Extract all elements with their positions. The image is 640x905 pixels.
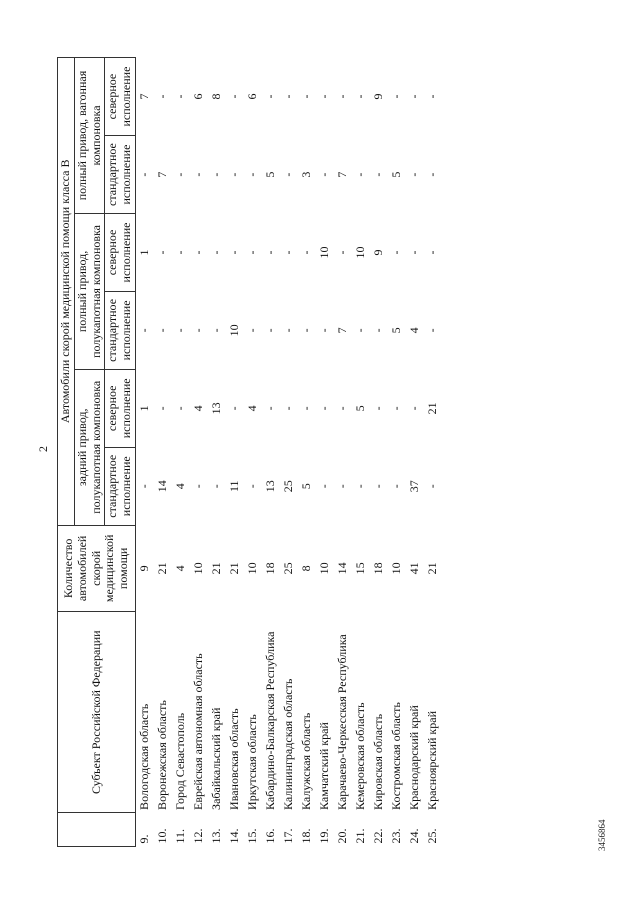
table-row	[154, 58, 172, 847]
row-subject: Кемеровская область	[353, 702, 368, 810]
row-value: -	[389, 406, 404, 411]
row-total: 21	[209, 562, 224, 575]
row-number: 15.	[245, 828, 260, 844]
table-row	[388, 58, 406, 847]
row-value: -	[137, 328, 152, 333]
row-value: -	[263, 94, 278, 99]
row-value: -	[425, 250, 440, 255]
table-body	[135, 58, 442, 847]
row-value: -	[335, 484, 350, 489]
ambulance-distribution-table	[57, 57, 442, 847]
row-value: 5	[389, 171, 404, 178]
row-number: 19.	[317, 828, 332, 844]
row-number: 17.	[281, 828, 296, 844]
row-subject: Краснодарский край	[407, 705, 422, 810]
row-value: -	[245, 172, 260, 177]
row-subject: Еврейская автономная область	[191, 653, 206, 810]
row-number: 25.	[425, 828, 440, 844]
row-subject: Кировская область	[371, 713, 386, 810]
row-subject: Ивановская область	[227, 708, 242, 810]
row-value: -	[335, 406, 350, 411]
row-value: 37	[407, 480, 422, 493]
row-value: -	[245, 250, 260, 255]
row-value: -	[425, 328, 440, 333]
row-value: 7	[137, 93, 152, 100]
row-value: 6	[245, 93, 260, 100]
row-value: -	[137, 484, 152, 489]
header-rear-half: задний привод, полукапотная компоновка	[74, 369, 105, 525]
row-value: -	[191, 172, 206, 177]
table-row	[208, 58, 226, 847]
row-value: 11	[227, 480, 242, 493]
document-id: 3456864	[597, 819, 607, 851]
row-total: 10	[245, 562, 260, 575]
row-value: 6	[191, 93, 206, 100]
row-value: -	[245, 328, 260, 333]
table-row	[244, 58, 262, 847]
row-value: -	[263, 406, 278, 411]
row-value: 5	[263, 171, 278, 178]
table-row	[135, 58, 154, 847]
row-value: -	[173, 94, 188, 99]
row-value: -	[227, 172, 242, 177]
row-value: -	[209, 172, 224, 177]
table-row	[298, 58, 316, 847]
row-value: -	[317, 484, 332, 489]
row-value: -	[173, 406, 188, 411]
row-value: 13	[209, 402, 224, 415]
table-row	[226, 58, 244, 847]
row-value: -	[299, 406, 314, 411]
row-value: -	[263, 328, 278, 333]
row-subject: Калужская область	[299, 712, 314, 810]
header-standard: стандартное исполнение	[105, 291, 136, 369]
header-subject: Субъект Российской Федерации	[58, 612, 136, 813]
row-subject: Костромская область	[389, 702, 404, 810]
header-full-van: полный привод, вагонная компоновка	[74, 58, 105, 214]
row-subject: Карачаево-Черкесская Республика	[335, 634, 350, 810]
row-value: -	[317, 328, 332, 333]
table-row	[172, 58, 190, 847]
rotated-page-content	[57, 57, 572, 847]
row-total: 15	[353, 562, 368, 575]
row-value: -	[299, 94, 314, 99]
row-value: -	[389, 250, 404, 255]
row-number: 16.	[263, 828, 278, 844]
row-value: -	[227, 94, 242, 99]
row-value: -	[407, 94, 422, 99]
row-value: -	[227, 250, 242, 255]
row-value: -	[353, 328, 368, 333]
page-number: 2	[36, 446, 50, 452]
row-total: 21	[155, 562, 170, 575]
row-total: 21	[227, 562, 242, 575]
row-value: -	[155, 94, 170, 99]
row-total: 18	[371, 562, 386, 575]
row-value: 13	[263, 480, 278, 493]
row-value: 5	[389, 327, 404, 334]
row-value: 5	[299, 483, 314, 490]
row-value: -	[209, 250, 224, 255]
header-full-half: полный привод, полукапотная компоновка	[74, 214, 105, 370]
table-row	[424, 58, 442, 847]
row-total: 41	[407, 562, 422, 575]
row-total: 10	[389, 562, 404, 575]
row-value: -	[281, 172, 296, 177]
row-subject: Камчатский край	[317, 722, 332, 810]
table-row	[406, 58, 424, 847]
row-subject: Вологодская область	[137, 703, 152, 810]
row-number: 14.	[227, 828, 242, 844]
row-value: -	[299, 328, 314, 333]
row-value: -	[209, 328, 224, 333]
row-value: -	[389, 484, 404, 489]
row-value: -	[191, 250, 206, 255]
row-value: 3	[299, 171, 314, 178]
row-value: -	[155, 328, 170, 333]
row-value: -	[371, 484, 386, 489]
row-total: 8	[299, 565, 314, 572]
table-row	[262, 58, 280, 847]
row-subject: Калининградская область	[281, 678, 296, 810]
row-subject: Красноярский край	[425, 710, 440, 810]
row-number: 20.	[335, 828, 350, 844]
row-number: 13.	[209, 828, 224, 844]
row-value: 10	[317, 246, 332, 259]
row-subject: Иркутская область	[245, 714, 260, 810]
row-value: -	[173, 328, 188, 333]
row-subject: Кабардино-Балкарская Республика	[263, 631, 278, 810]
row-total: 25	[281, 562, 296, 575]
row-total: 9	[137, 565, 152, 572]
header-standard: стандартное исполнение	[105, 136, 136, 214]
row-value: -	[317, 172, 332, 177]
row-value: -	[173, 250, 188, 255]
header-north: северное исполнение	[105, 214, 136, 292]
row-value: 25	[281, 480, 296, 493]
row-total: 18	[263, 562, 278, 575]
row-value: -	[317, 94, 332, 99]
header-class-b: Автомобили скорой медицинской помощи класса В	[58, 58, 75, 526]
header-standard: стандартное исполнение	[105, 447, 136, 525]
header-north: северное исполнение	[105, 369, 136, 447]
row-value: 10	[227, 324, 242, 337]
row-total: 14	[335, 562, 350, 575]
row-subject: Забайкальский край	[209, 707, 224, 810]
table-row	[280, 58, 298, 847]
table-row	[370, 58, 388, 847]
row-value: -	[389, 94, 404, 99]
row-value: 4	[245, 405, 260, 412]
row-value: 7	[155, 171, 170, 178]
table-row	[316, 58, 334, 847]
row-value: -	[371, 328, 386, 333]
row-value: 7	[335, 327, 350, 334]
row-value: -	[353, 94, 368, 99]
header-north: северное исполнение	[105, 58, 136, 136]
row-number: 9.	[137, 834, 152, 844]
row-value: 9	[371, 249, 386, 256]
row-value: 1	[137, 405, 152, 412]
row-value: -	[425, 94, 440, 99]
row-value: -	[281, 250, 296, 255]
header-number	[58, 813, 136, 847]
row-value: -	[353, 172, 368, 177]
row-number: 12.	[191, 828, 206, 844]
row-value: -	[371, 406, 386, 411]
table-row	[190, 58, 208, 847]
row-value: -	[191, 328, 206, 333]
row-number: 23.	[389, 828, 404, 844]
row-value: -	[137, 172, 152, 177]
row-value: -	[407, 172, 422, 177]
row-value: -	[335, 250, 350, 255]
row-value: 4	[191, 405, 206, 412]
header-total: Количество автомобилей скорой медицинской помощи	[58, 525, 136, 611]
row-total: 10	[191, 562, 206, 575]
row-value: 7	[335, 171, 350, 178]
row-value: 8	[209, 93, 224, 100]
row-value: -	[281, 406, 296, 411]
row-number: 11.	[173, 828, 188, 844]
row-value: -	[371, 172, 386, 177]
row-value: -	[407, 250, 422, 255]
row-value: -	[155, 250, 170, 255]
row-value: -	[173, 172, 188, 177]
row-total: 10	[317, 562, 332, 575]
row-value: -	[425, 484, 440, 489]
row-total: 21	[425, 562, 440, 575]
row-value: 5	[353, 405, 368, 412]
row-number: 21.	[353, 828, 368, 844]
row-value: -	[299, 250, 314, 255]
row-value: -	[263, 250, 278, 255]
row-value: 1	[137, 249, 152, 256]
row-value: -	[281, 328, 296, 333]
table-row	[334, 58, 352, 847]
row-number: 24.	[407, 828, 422, 844]
row-value: 9	[371, 93, 386, 100]
row-value: -	[227, 406, 242, 411]
row-value: -	[317, 406, 332, 411]
row-value: 21	[425, 402, 440, 415]
row-value: -	[353, 484, 368, 489]
row-value: -	[245, 484, 260, 489]
row-value: 4	[407, 327, 422, 334]
row-value: 14	[155, 480, 170, 493]
row-total: 4	[173, 565, 188, 572]
table-row	[352, 58, 370, 847]
row-value: -	[335, 94, 350, 99]
row-value: -	[281, 94, 296, 99]
row-value: 10	[353, 246, 368, 259]
row-value: -	[407, 406, 422, 411]
row-number: 22.	[371, 828, 386, 844]
row-value: 4	[173, 483, 188, 490]
row-value: -	[209, 484, 224, 489]
row-subject: Город Севастополь	[173, 712, 188, 810]
row-value: -	[191, 484, 206, 489]
row-number: 10.	[155, 828, 170, 844]
row-number: 18.	[299, 828, 314, 844]
row-value: -	[155, 406, 170, 411]
row-subject: Воронежская область	[155, 700, 170, 810]
row-value: -	[425, 172, 440, 177]
